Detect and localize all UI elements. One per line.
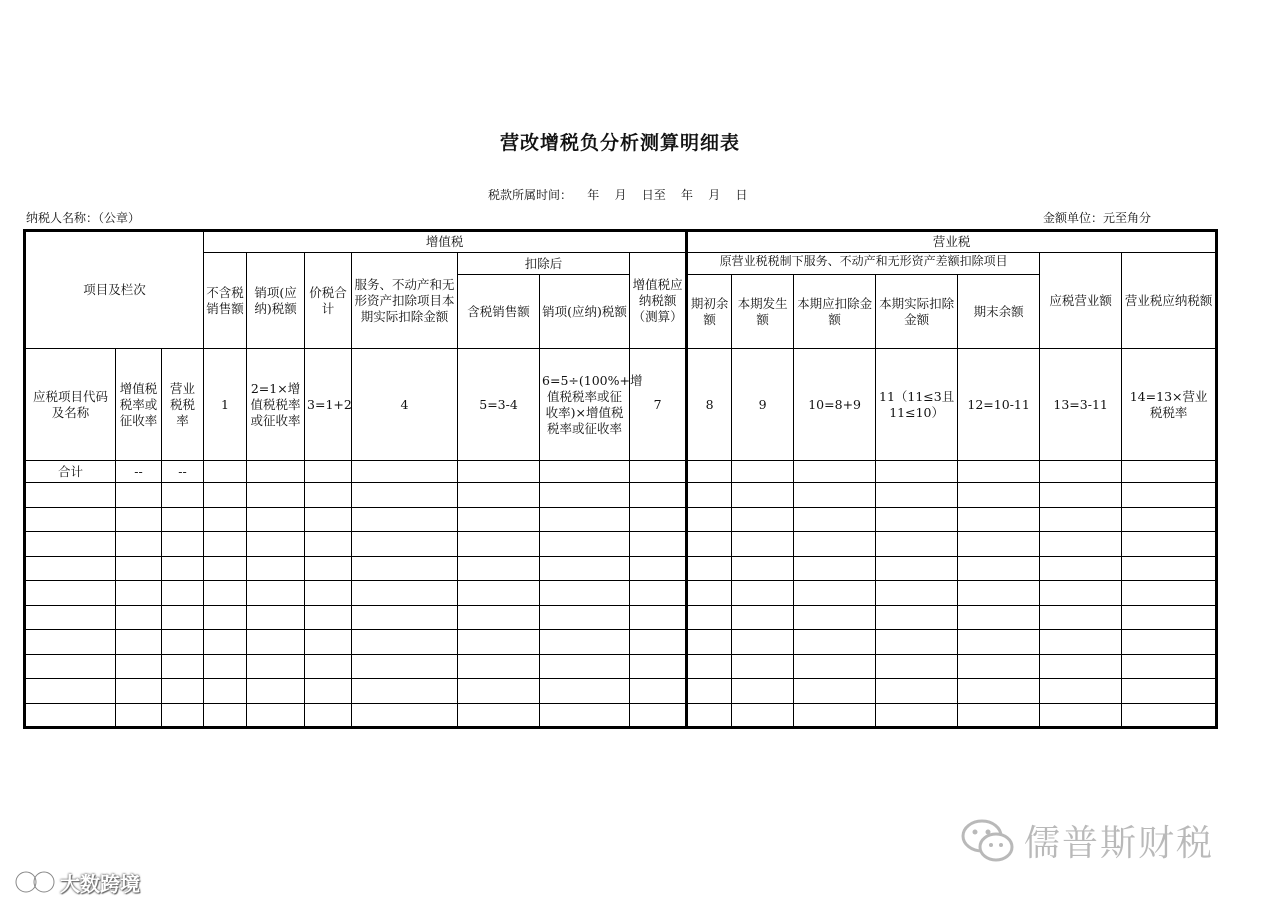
table-cell[interactable] xyxy=(687,605,732,630)
table-cell[interactable] xyxy=(116,703,162,728)
table-cell[interactable] xyxy=(958,605,1040,630)
table-cell[interactable] xyxy=(247,507,305,532)
table-cell[interactable] xyxy=(305,703,352,728)
table-cell[interactable] xyxy=(204,605,247,630)
formula-1: 1 xyxy=(204,349,247,461)
table-cell[interactable] xyxy=(247,532,305,557)
table-cell[interactable] xyxy=(25,581,116,606)
table-cell[interactable] xyxy=(1122,532,1217,557)
watermark-brand xyxy=(958,815,1214,866)
table-cell[interactable] xyxy=(204,461,247,483)
table-cell[interactable] xyxy=(352,630,458,655)
table-cell[interactable] xyxy=(305,532,352,557)
wechat-icon xyxy=(958,816,1018,866)
table-cell[interactable] xyxy=(458,605,540,630)
table-cell[interactable] xyxy=(630,630,687,655)
col-header-13: 应税营业额 xyxy=(1040,253,1122,349)
table-row xyxy=(25,507,1217,532)
table-row xyxy=(25,679,1217,704)
tax-analysis-table xyxy=(23,229,1218,729)
table-cell[interactable] xyxy=(876,679,958,704)
table-cell[interactable] xyxy=(687,703,732,728)
table-cell[interactable] xyxy=(1040,507,1122,532)
table-cell[interactable] xyxy=(352,532,458,557)
col-header-4: 服务、不动产和无形资产扣除项目本期实际扣除金额 xyxy=(352,253,458,349)
table-cell[interactable] xyxy=(958,556,1040,581)
table-cell[interactable] xyxy=(876,461,958,483)
table-cell[interactable] xyxy=(305,556,352,581)
source-logo-icon xyxy=(12,867,60,897)
formula-10: 10=8+9 xyxy=(794,349,876,461)
table-cell[interactable] xyxy=(876,556,958,581)
table-cell[interactable] xyxy=(305,654,352,679)
table-cell[interactable] xyxy=(1040,556,1122,581)
table-cell[interactable] xyxy=(687,461,732,483)
watermark-source-text: 大数跨境 xyxy=(60,871,140,896)
formula-8: 8 xyxy=(687,349,732,461)
table-cell[interactable] xyxy=(458,679,540,704)
table-cell[interactable] xyxy=(687,630,732,655)
table-cell[interactable] xyxy=(732,605,794,630)
table-cell[interactable] xyxy=(305,581,352,606)
table-cell[interactable] xyxy=(794,532,876,557)
table-cell[interactable] xyxy=(732,654,794,679)
table-cell[interactable] xyxy=(247,630,305,655)
table-cell[interactable] xyxy=(958,703,1040,728)
table-cell[interactable] xyxy=(1040,532,1122,557)
table-cell[interactable] xyxy=(1122,483,1217,508)
amount-unit: 金额单位：元至角分 xyxy=(1043,211,1152,225)
table-cell[interactable] xyxy=(247,679,305,704)
table-cell[interactable] xyxy=(352,556,458,581)
total-row xyxy=(25,461,1217,483)
table-cell[interactable] xyxy=(687,654,732,679)
table-cell[interactable] xyxy=(352,654,458,679)
col-header-9: 本期发生额 xyxy=(732,275,794,349)
table-cell[interactable] xyxy=(162,483,204,508)
watermark-source xyxy=(12,867,140,897)
col-header-12: 期末余额 xyxy=(958,275,1040,349)
table-cell[interactable] xyxy=(1040,483,1122,508)
table-cell[interactable] xyxy=(458,461,540,483)
business-tax-subgroup-header: 原营业税税制下服务、不动产和无形资产差额扣除项目 xyxy=(687,253,1040,275)
table-cell[interactable] xyxy=(958,532,1040,557)
table-cell[interactable] xyxy=(732,483,794,508)
table-cell[interactable] xyxy=(540,461,630,483)
table-cell[interactable] xyxy=(1040,605,1122,630)
table-cell[interactable] xyxy=(732,461,794,483)
document-title: 营改增税负分析测算明细表 xyxy=(499,132,740,154)
table-cell[interactable] xyxy=(204,630,247,655)
table-cell[interactable] xyxy=(1040,461,1122,483)
table-cell[interactable] xyxy=(1040,703,1122,728)
table-cell[interactable] xyxy=(458,581,540,606)
table-cell[interactable] xyxy=(630,532,687,557)
table-cell[interactable] xyxy=(162,605,204,630)
col-header-6: 销项(应纳)税额 xyxy=(540,275,630,349)
table-cell[interactable] xyxy=(1122,605,1217,630)
formula-14: 14=13×营业税税率 xyxy=(1122,349,1217,461)
table-cell[interactable] xyxy=(458,630,540,655)
table-cell[interactable] xyxy=(305,679,352,704)
table-cell[interactable] xyxy=(794,581,876,606)
watermark-brand-text: 儒普斯财税 xyxy=(1024,823,1215,864)
table-row xyxy=(25,532,1217,557)
table-cell[interactable] xyxy=(247,461,305,483)
table-cell[interactable] xyxy=(25,507,116,532)
col-header-3: 价税合计 xyxy=(305,253,352,349)
table-cell[interactable] xyxy=(794,556,876,581)
table-cell[interactable] xyxy=(162,532,204,557)
formula-5: 5=3-4 xyxy=(458,349,540,461)
table-cell[interactable] xyxy=(630,605,687,630)
table-cell[interactable] xyxy=(687,507,732,532)
table-cell[interactable] xyxy=(25,703,116,728)
col-header-14: 营业税应纳税额 xyxy=(1122,253,1217,349)
table-cell[interactable] xyxy=(162,556,204,581)
table-cell[interactable] xyxy=(305,630,352,655)
vat-group-header: 增值税 xyxy=(204,231,687,253)
table-row xyxy=(25,556,1217,581)
table-cell[interactable] xyxy=(247,556,305,581)
table-cell[interactable] xyxy=(204,679,247,704)
formula-4: 4 xyxy=(352,349,458,461)
table-cell[interactable] xyxy=(958,507,1040,532)
table-cell[interactable] xyxy=(958,461,1040,483)
table-cell[interactable] xyxy=(876,630,958,655)
formula-3: 3=1+2 xyxy=(305,349,352,461)
table-cell[interactable] xyxy=(204,581,247,606)
col-header-10: 本期应扣除金额 xyxy=(794,275,876,349)
table-cell[interactable] xyxy=(794,483,876,508)
table-cell[interactable] xyxy=(876,532,958,557)
col-header-8: 期初余额 xyxy=(687,275,732,349)
col-header-7: 增值税应纳税额（测算） xyxy=(630,253,687,349)
table-cell[interactable] xyxy=(540,483,630,508)
table-cell[interactable] xyxy=(458,507,540,532)
table-cell[interactable] xyxy=(204,532,247,557)
col-header-5: 含税销售额 xyxy=(458,275,540,349)
total-dash-bt-rate: -- xyxy=(162,461,204,483)
table-cell[interactable] xyxy=(794,507,876,532)
table-cell[interactable] xyxy=(876,654,958,679)
table-row xyxy=(25,654,1217,679)
table-cell[interactable] xyxy=(204,654,247,679)
table-cell[interactable] xyxy=(732,532,794,557)
table-cell[interactable] xyxy=(247,654,305,679)
table-cell[interactable] xyxy=(687,581,732,606)
col-header-11: 本期实际扣除金额 xyxy=(876,275,958,349)
table-cell[interactable] xyxy=(630,461,687,483)
table-cell[interactable] xyxy=(116,605,162,630)
table-cell[interactable] xyxy=(687,679,732,704)
table-cell[interactable] xyxy=(458,703,540,728)
table-cell[interactable] xyxy=(1040,581,1122,606)
table-cell[interactable] xyxy=(540,532,630,557)
table-cell[interactable] xyxy=(305,461,352,483)
table-cell[interactable] xyxy=(630,654,687,679)
table-cell[interactable] xyxy=(958,630,1040,655)
table-cell[interactable] xyxy=(116,679,162,704)
table-row xyxy=(25,630,1217,655)
table-cell[interactable] xyxy=(540,679,630,704)
table-cell[interactable] xyxy=(540,581,630,606)
table-row xyxy=(25,581,1217,606)
table-cell[interactable] xyxy=(247,703,305,728)
formula-2: 2=1×增值税税率或征收率 xyxy=(247,349,305,461)
col-header-1: 不含税销售额 xyxy=(204,253,247,349)
table-cell[interactable] xyxy=(1122,630,1217,655)
table-cell[interactable] xyxy=(352,461,458,483)
row-label-bt-rate: 营业税税率 xyxy=(162,349,204,461)
table-cell[interactable] xyxy=(458,556,540,581)
table-cell[interactable] xyxy=(794,630,876,655)
formula-13: 13=3-11 xyxy=(1040,349,1122,461)
table-cell[interactable] xyxy=(305,483,352,508)
table-cell[interactable] xyxy=(732,556,794,581)
deduct-after-header: 扣除后 xyxy=(458,253,630,275)
table-cell[interactable] xyxy=(630,507,687,532)
table-cell[interactable] xyxy=(1122,679,1217,704)
table-cell[interactable] xyxy=(794,605,876,630)
table-cell[interactable] xyxy=(352,483,458,508)
table-cell[interactable] xyxy=(204,556,247,581)
table-cell[interactable] xyxy=(732,507,794,532)
table-cell[interactable] xyxy=(958,654,1040,679)
table-cell[interactable] xyxy=(305,507,352,532)
table-cell[interactable] xyxy=(352,605,458,630)
table-cell[interactable] xyxy=(794,654,876,679)
table-cell[interactable] xyxy=(25,605,116,630)
table-cell[interactable] xyxy=(1040,654,1122,679)
table-cell[interactable] xyxy=(958,679,1040,704)
table-cell[interactable] xyxy=(732,630,794,655)
table-cell[interactable] xyxy=(732,679,794,704)
table-cell[interactable] xyxy=(1122,654,1217,679)
table-cell[interactable] xyxy=(162,679,204,704)
table-cell[interactable] xyxy=(162,654,204,679)
taxpayer-name: 纳税人名称：（公章） xyxy=(26,211,141,225)
table-cell[interactable] xyxy=(876,483,958,508)
table-cell[interactable] xyxy=(25,654,116,679)
table-cell[interactable] xyxy=(630,703,687,728)
table-cell[interactable] xyxy=(540,556,630,581)
table-cell[interactable] xyxy=(116,630,162,655)
tax-period: 税款所属时间： 年 月 日至 年 月 日 xyxy=(488,188,748,202)
table-cell[interactable] xyxy=(540,654,630,679)
table-cell[interactable] xyxy=(162,703,204,728)
table-cell[interactable] xyxy=(1122,461,1217,483)
table-cell[interactable] xyxy=(687,483,732,508)
table-cell[interactable] xyxy=(116,556,162,581)
formula-7: 7 xyxy=(630,349,687,461)
table-cell[interactable] xyxy=(458,483,540,508)
formula-6: 6=5÷(100%+增值税税率或征收率)×增值税税率或征收率 xyxy=(540,349,630,461)
row-label-vat-rate: 增值税税率或征收率 xyxy=(116,349,162,461)
table-cell[interactable] xyxy=(458,654,540,679)
table-cell[interactable] xyxy=(794,461,876,483)
table-row xyxy=(25,703,1217,728)
table-cell[interactable] xyxy=(352,679,458,704)
table-cell[interactable] xyxy=(25,532,116,557)
table-cell[interactable] xyxy=(876,581,958,606)
table-cell[interactable] xyxy=(540,507,630,532)
table-cell[interactable] xyxy=(1122,703,1217,728)
table-cell[interactable] xyxy=(116,507,162,532)
table-cell[interactable] xyxy=(247,605,305,630)
table-cell[interactable] xyxy=(204,507,247,532)
row-label-code-name: 应税项目代码及名称 xyxy=(25,349,116,461)
table-cell[interactable] xyxy=(352,703,458,728)
table-cell[interactable] xyxy=(352,507,458,532)
table-cell[interactable] xyxy=(732,581,794,606)
table-cell[interactable] xyxy=(1040,679,1122,704)
table-cell[interactable] xyxy=(687,556,732,581)
table-cell[interactable] xyxy=(1122,507,1217,532)
table-cell[interactable] xyxy=(25,556,116,581)
formula-9: 9 xyxy=(732,349,794,461)
table-cell[interactable] xyxy=(794,679,876,704)
table-cell[interactable] xyxy=(1122,556,1217,581)
table-cell[interactable] xyxy=(247,483,305,508)
table-cell[interactable] xyxy=(116,654,162,679)
table-cell[interactable] xyxy=(162,581,204,606)
item-header: 项目及栏次 xyxy=(25,231,204,349)
table-cell[interactable] xyxy=(687,532,732,557)
table-cell[interactable] xyxy=(305,605,352,630)
table-cell[interactable] xyxy=(25,679,116,704)
table-cell[interactable] xyxy=(116,532,162,557)
table-cell[interactable] xyxy=(630,483,687,508)
table-cell[interactable] xyxy=(458,532,540,557)
table-cell[interactable] xyxy=(352,581,458,606)
formula-11: 11（11≤3且11≤10） xyxy=(876,349,958,461)
table-cell[interactable] xyxy=(204,703,247,728)
col-header-2: 销项(应纳)税额 xyxy=(247,253,305,349)
formula-12: 12=10-11 xyxy=(958,349,1040,461)
table-cell[interactable] xyxy=(876,703,958,728)
table-cell[interactable] xyxy=(958,483,1040,508)
table-cell[interactable] xyxy=(794,703,876,728)
table-cell[interactable] xyxy=(116,483,162,508)
table-cell[interactable] xyxy=(162,630,204,655)
table-cell[interactable] xyxy=(116,581,162,606)
table-row xyxy=(25,483,1217,508)
table-cell[interactable] xyxy=(630,679,687,704)
table-cell[interactable] xyxy=(540,605,630,630)
table-cell[interactable] xyxy=(958,581,1040,606)
table-cell[interactable] xyxy=(630,581,687,606)
table-cell[interactable] xyxy=(247,581,305,606)
table-cell[interactable] xyxy=(540,703,630,728)
table-cell[interactable] xyxy=(630,556,687,581)
table-cell[interactable] xyxy=(25,483,116,508)
table-cell[interactable] xyxy=(876,507,958,532)
table-cell[interactable] xyxy=(732,703,794,728)
table-cell[interactable] xyxy=(1122,581,1217,606)
table-row xyxy=(25,605,1217,630)
table-cell[interactable] xyxy=(876,605,958,630)
table-cell[interactable] xyxy=(25,630,116,655)
total-dash-vat-rate: -- xyxy=(116,461,162,483)
table-cell[interactable] xyxy=(162,507,204,532)
table-cell[interactable] xyxy=(540,630,630,655)
table-cell[interactable] xyxy=(1040,630,1122,655)
business-tax-group-header: 营业税 xyxy=(687,231,1217,253)
table-cell[interactable] xyxy=(204,483,247,508)
total-label: 合计 xyxy=(25,461,116,483)
